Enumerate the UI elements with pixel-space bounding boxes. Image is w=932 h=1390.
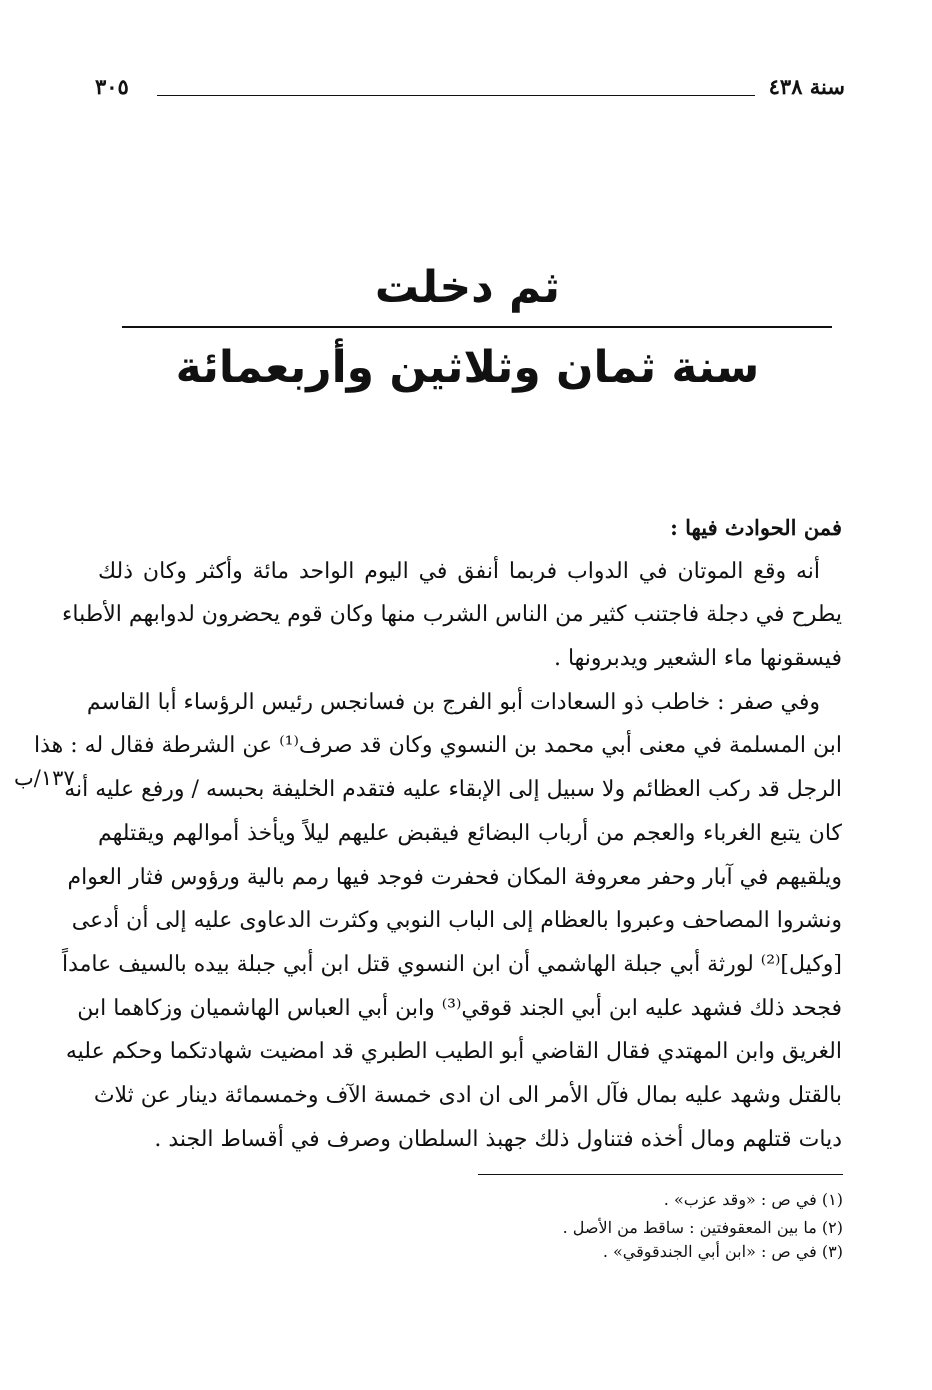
chapter-title-line1: ثم دخلت [374, 262, 561, 313]
footnote: (٢) ما بين المعقوفتين : ساقط من الأصل . [562, 1218, 843, 1237]
running-header [95, 74, 845, 108]
text-line: ديات قتلهم ومال أخذه فتناول ذلك جهبذ السلطان وصرف في أقساط الجند . [154, 1126, 842, 1152]
text-line: أنه وقع الموتان في الدواب فربما أنفق في اليوم الواحد مائة وأكثر وكان ذلك [98, 558, 820, 584]
footnotes [420, 1188, 843, 1264]
text-line: ويلقيهم في آبار وحفر معروفة المكان فحفرت فوجد فيها رمم بالية ورؤوس فثار العوام [67, 864, 842, 890]
running-title-year: سنة ٤٣٨ [768, 74, 845, 99]
page-number: ٣٠٥ [95, 74, 129, 99]
text-line: ونشروا المصاحف وعبروا بالعظام إلى الباب النوبي وكثرت الدعاوى عليه إلى أن أدعى [71, 908, 842, 934]
manuscript-folio-note: ١٣٧/ب [14, 766, 75, 790]
chapter-title-line2: سنة ثمان وثلاثين وأربعمائة [175, 342, 760, 393]
text-line: بالقتل وشهد عليه بمال فآل الأمر الى ان ادى خمسة الآف وخمسمائة دينار عن ثلاث [93, 1082, 842, 1108]
text-line: الغريق وابن المهتدي فقال القاضي أبو الطيب الطبري قد امضيت شهادتكما وحكم عليه [65, 1039, 842, 1065]
footnote-divider [478, 1174, 843, 1175]
text-line: [وكيل]⁽²⁾ لورثة أبي جبلة الهاشمي أن ابن النسوي قتل ابن أبي جبلة بيده بالسيف عامداً [61, 951, 842, 977]
section-heading: فمن الحوادث فيها : [670, 515, 842, 540]
text-line: الرجل قد ركب العظائم ولا سبيل إلى الإبقاء عليه فتقدم الخليفة بحبسه / ورفع عليه أنه [64, 777, 842, 803]
text-line: فجحد ذلك فشهد عليه ابن أبي الجند قوقي⁽³⁾ وابن أبي العباس الهاشميان وزكاهما ابن [77, 995, 842, 1021]
text-line: يطرح في دجلة فاجتنب كثير من الناس الشرب منها وكان قوم يحضرون لدوابهم الأطباء [62, 602, 842, 628]
text-line: فيسقونها ماء الشعير ويدبرونها . [553, 646, 842, 672]
header-rule [157, 95, 755, 96]
title-divider [122, 326, 832, 328]
text-line: وفي صفر : خاطب ذو السعادات أبو الفرج بن فسانجس رئيس الرؤساء أبا القاسم [86, 689, 820, 715]
text-line: كان يتبع الغرباء والعجم من أرباب البضائع فيقبض عليهم ليلاً ويأخذ أموالهم ويقتلهم [98, 820, 842, 846]
footnote: (١) في ص : «وقد عزب» . [663, 1190, 843, 1209]
text-line: ابن المسلمة في معنى أبي محمد بن النسوي وكان قد صرف⁽¹⁾ عن الشرطة فقال له : هذا [34, 733, 842, 759]
footnote: (٣) في ص : «ابن أبي الجندقوقي» . [602, 1242, 843, 1261]
